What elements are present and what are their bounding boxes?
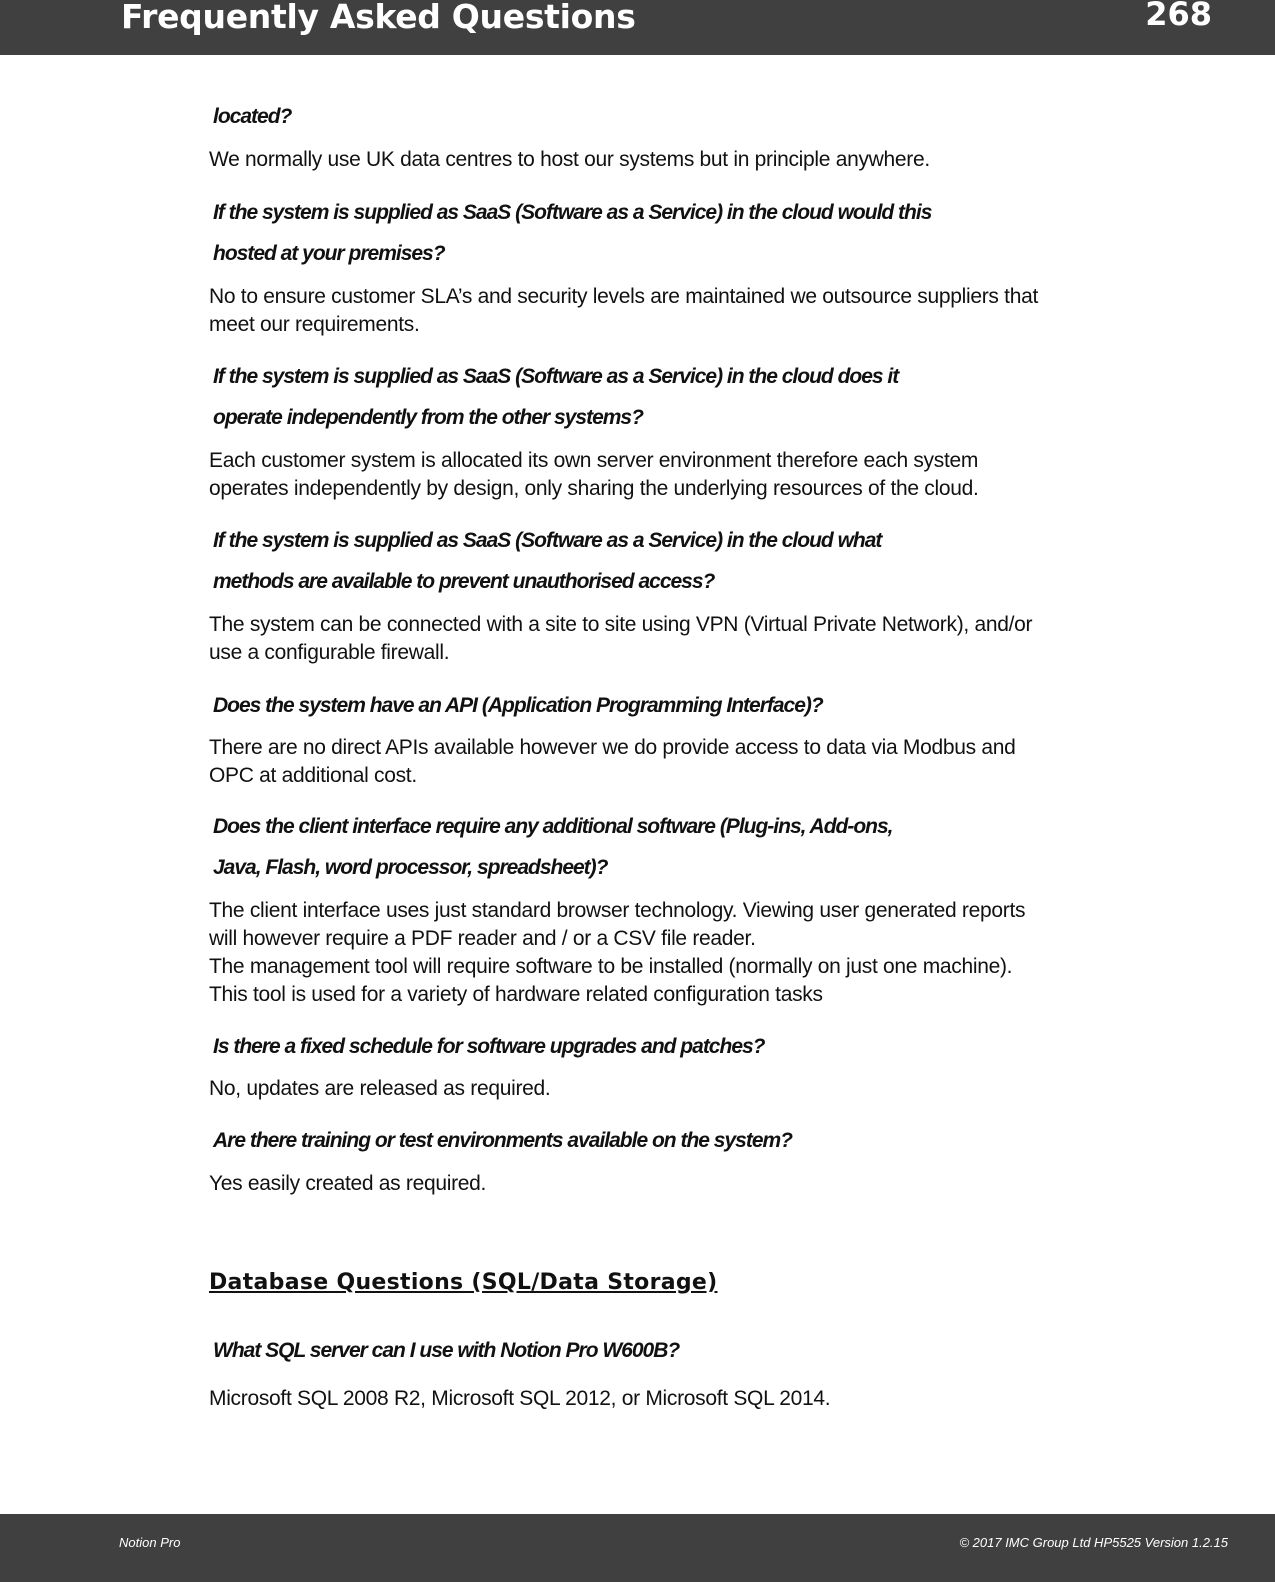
faq-answer [209,897,1159,1009]
faq-question [213,365,1173,389]
faq-question-line: If the system is supplied as SaaS (Software as a Service) in the cloud what [213,529,882,552]
faq-answer [209,146,1159,174]
faq-answer [209,1385,1159,1413]
faq-question [213,201,1173,225]
faq-answer-line: OPC at additional cost. [209,764,417,787]
page-number: 268 [1145,0,1212,33]
faq-answer-line: The management tool will require software to be installed (normally on just one machine). [209,955,1013,978]
faq-question-continued [213,242,1173,266]
faq-question-line: located? [213,105,292,128]
faq-question [213,1339,1173,1363]
faq-question-line: Are there training or test environments available on the system? [213,1129,793,1152]
faq-question [213,529,1173,553]
faq-question [213,1129,1173,1153]
page-header [0,0,1275,55]
faq-answer [209,734,1159,790]
faq-question-line: methods are available to prevent unauthorised access? [213,570,715,593]
page-title: Frequently Asked Questions [121,0,636,36]
faq-question-line: If the system is supplied as SaaS (Software as a Service) in the cloud would this [213,201,932,224]
faq-question-line: Is there a fixed schedule for software upgrades and patches? [213,1035,765,1058]
faq-question [213,815,1173,839]
page-footer [0,1514,1275,1582]
faq-question-continued [213,570,1173,594]
faq-answer-line: operates independently by design, only sharing the underlying resources of the cloud. [209,477,979,500]
footer-product: Notion Pro [119,1535,181,1550]
faq-answer-line: There are no direct APIs available however we do provide access to data via Modbus and [209,736,1016,759]
faq-answer [209,283,1159,339]
faq-question-line: What SQL server can I use with Notion Pro W600B? [213,1339,680,1362]
faq-answer-line: No, updates are released as required. [209,1077,551,1100]
faq-answer [209,611,1159,667]
faq-answer-line: Yes easily created as required. [209,1172,487,1195]
faq-answer-line: This tool is used for a variety of hardware related configuration tasks [209,983,823,1006]
faq-question [213,1035,1173,1059]
faq-answer-line: The client interface uses just standard browser technology. Viewing user generated reports [209,899,1026,922]
faq-answer-line: use a configurable firewall. [209,641,450,664]
faq-answer [209,1075,1159,1103]
faq-answer-line: meet our requirements. [209,313,420,336]
footer-copyright: © 2017 IMC Group Ltd HP5525 Version 1.2.15 [959,1535,1228,1550]
faq-question-continued [213,856,1173,880]
faq-question [213,694,1173,718]
faq-question-continued [213,406,1173,430]
faq-question-line: Java, Flash, word processor, spreadsheet)? [213,856,608,879]
faq-answer-line: Each customer system is allocated its own server environment therefore each system [209,449,979,472]
faq-question-line: hosted at your premises? [213,242,445,265]
faq-question-line: If the system is supplied as SaaS (Software as a Service) in the cloud does it [213,365,899,388]
faq-answer [209,1170,1159,1198]
faq-answer-line: Microsoft SQL 2008 R2, Microsoft SQL 2012, or Microsoft SQL 2014. [209,1387,831,1410]
faq-answer-line: The system can be connected with a site to site using VPN (Virtual Private Network), and/or [209,613,1033,636]
section-heading: Database Questions (SQL/Data Storage) [209,1270,718,1295]
faq-answer [209,447,1159,503]
faq-question-line: Does the client interface require any additional software (Plug-ins, Add-ons, [213,815,893,838]
faq-answer-line: No to ensure customer SLA’s and security levels are maintained we outsource suppliers that [209,285,1038,308]
faq-question-line: operate independently from the other systems? [213,406,643,429]
faq-answer-line: will however require a PDF reader and / or a CSV file reader. [209,927,756,950]
faq-answer-line: We normally use UK data centres to host our systems but in principle anywhere. [209,148,930,171]
faq-question [213,105,1173,129]
faq-question-line: Does the system have an API (Application Programming Interface)? [213,694,823,717]
